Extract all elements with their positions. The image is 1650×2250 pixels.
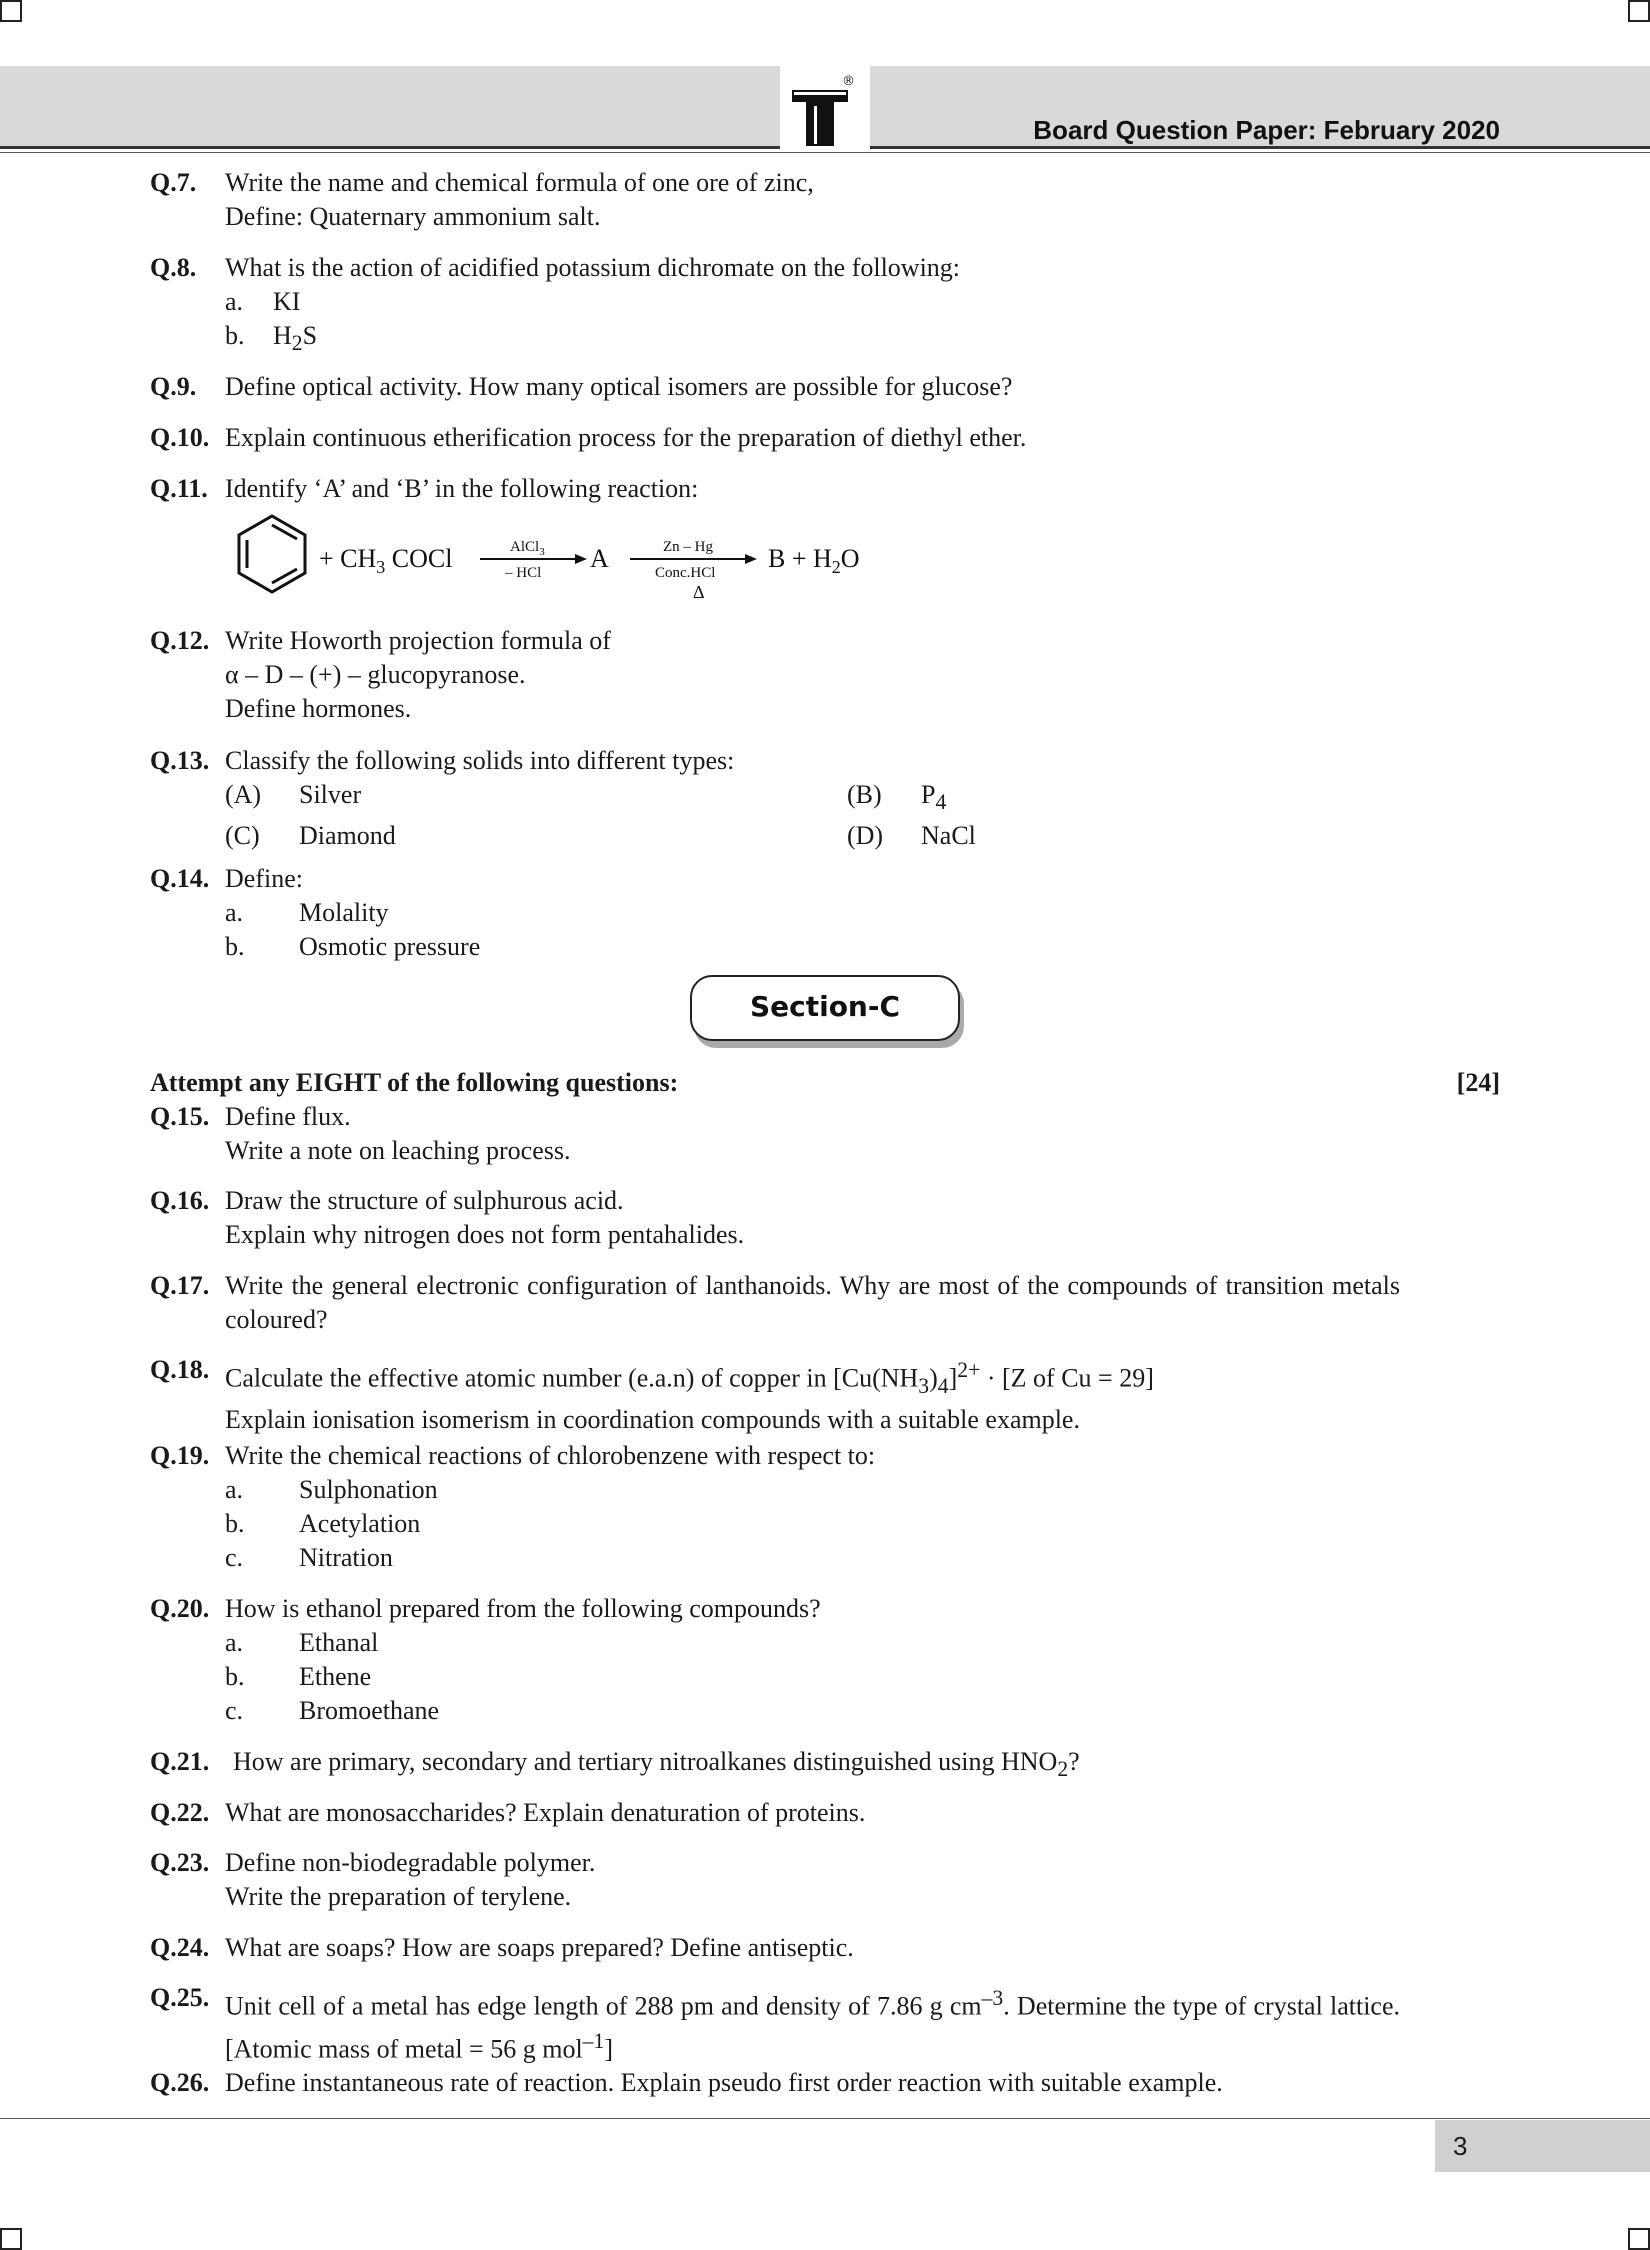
corner-mark-bottom-right: [1628, 2228, 1650, 2250]
question-text: What is the action of acidified potassium dichromate on the following:: [225, 253, 961, 282]
question-text: Define flux.: [225, 1102, 351, 1131]
option-row: [225, 819, 1400, 853]
option-b: [225, 319, 1400, 360]
question-16: [150, 1184, 1400, 1252]
corner-mark-top-left: [0, 0, 22, 22]
question-25: [150, 1981, 1400, 2066]
question-number: Q.12.: [150, 626, 210, 655]
question-number: Q.15.: [150, 1102, 210, 1131]
benzene-ring-icon: [239, 516, 305, 592]
option-b: (B) $P_4$: [847, 780, 947, 815]
section-c-badge: Section-C: [690, 975, 960, 1041]
logo-t-icon: [780, 66, 870, 152]
question-text: Draw the structure of sulphurous acid.: [225, 1186, 624, 1215]
question-number: Q.14.: [150, 864, 210, 893]
reactant-text: + $CH_3$ COCl: [319, 544, 453, 577]
question-text: Write the chemical reactions of chlorobenzene with respect to:: [225, 1441, 876, 1470]
arrow-head-icon: [745, 554, 757, 564]
arrow1-reagent: AlCl$_3$: [510, 539, 545, 558]
question-text: How are primary, secondary and tertiary nitroalkanes distinguished using $HNO_2$?: [233, 1747, 1080, 1782]
option-label: a.: [225, 287, 244, 316]
question-number: Q.19.: [150, 1441, 210, 1470]
question-14: [150, 862, 1400, 964]
question-number: Q.13.: [150, 746, 210, 775]
question-number: Q.10.: [150, 423, 210, 452]
footer-rule: [0, 2118, 1650, 2119]
corner-mark-bottom-left: [0, 2228, 22, 2250]
reaction-scheme: [235, 510, 915, 610]
question-text: What are soaps? How are soaps prepared? Define antiseptic.: [225, 1933, 854, 1962]
question-10: [150, 421, 1400, 455]
question-text: How is ethanol prepared from the following compounds?: [225, 1594, 821, 1623]
option-c: (C) Diamond: [225, 821, 396, 851]
arrow1-byproduct: – HCl: [505, 565, 542, 581]
section-instruction: Attempt any EIGHT of the following questions: [24]: [150, 1066, 1500, 1100]
arrow2-conditions: Conc.HCl: [655, 565, 716, 581]
publisher-logo: [780, 66, 870, 152]
option-a: [225, 285, 1400, 319]
question-7: [150, 166, 1400, 234]
question-9: [150, 370, 1400, 404]
option-a: a. Sulphonation: [225, 1475, 438, 1504]
question-number: Q.11.: [150, 474, 208, 503]
question-15: [150, 1100, 1400, 1168]
option-label: b.: [225, 321, 245, 350]
question-23: [150, 1846, 1400, 1914]
option-a: (A) Silver: [225, 780, 362, 809]
section-marks: [24]: [1456, 1068, 1500, 1097]
question-number: Q.20.: [150, 1594, 210, 1623]
question-text: Calculate the effective atomic number (e.a.n) of copper in $[Cu(NH_3)_4]^{2+} \cdot [Z$ of Cu = 29]: [225, 1358, 1154, 1398]
heat-symbol: Δ: [693, 582, 705, 602]
question-text: Write the general electronic configuration of lanthanoids. Why are most of the compounds of transition metals coloured?: [225, 1271, 1400, 1334]
question-text: What are monosaccharides? Explain denaturation of proteins.: [225, 1798, 866, 1827]
question-number: Q.7.: [150, 168, 197, 197]
question-17: [150, 1269, 1400, 1337]
question-number: Q.9.: [150, 372, 197, 401]
question-8: [150, 251, 1400, 360]
question-text: Explain continuous etherification process for the preparation of diethyl ether.: [225, 423, 1027, 452]
header-title: Board Question Paper: February 2020: [1033, 115, 1500, 145]
option-d: (D) NaCl: [847, 821, 976, 851]
question-number: Q.24.: [150, 1933, 210, 1962]
question-number: Q.25.: [150, 1983, 210, 2012]
question-number: Q.8.: [150, 253, 197, 282]
question-text: Write the name and chemical formula of one ore of zinc,: [225, 168, 814, 197]
product-b: $B + H_2O$: [768, 544, 860, 577]
option-text: KI: [273, 287, 301, 316]
question-number: Q.21.: [150, 1747, 210, 1776]
question-number: Q.23.: [150, 1848, 210, 1877]
question-text: Write the preparation of terylene.: [225, 1882, 572, 1911]
question-11: [150, 472, 1400, 506]
question-21: [150, 1745, 1400, 1786]
product-a: A: [590, 544, 609, 573]
question-number: Q.18.: [150, 1355, 210, 1384]
question-number: Q.26.: [150, 2068, 210, 2097]
question-text: α – D – (+) – glucopyranose.: [225, 660, 526, 689]
question-24: [150, 1931, 1400, 1965]
question-text: Unit cell of a metal has edge length of 288 pm and density of 7.86 g $cm^{-3}$. Determine the type of crystal lattice. [Atomic mass of metal = 56 g mol$^{-1}$]: [225, 1986, 1400, 2064]
header-rule-thin: [0, 152, 1650, 153]
question-text: Identify ‘A’ and ‘B’ in the following reaction:: [225, 474, 699, 503]
question-text: Define non-biodegradable polymer.: [225, 1848, 596, 1877]
option-b: b. Osmotic pressure: [225, 932, 481, 961]
question-text: Define hormones.: [225, 694, 412, 723]
question-26: [150, 2066, 1400, 2100]
question-text: Write a note on leaching process.: [225, 1136, 571, 1165]
question-number: Q.17.: [150, 1271, 210, 1300]
option-c: c. Nitration: [225, 1543, 393, 1572]
option-row: [225, 778, 1400, 819]
question-13: [150, 744, 1400, 853]
question-text: Define optical activity. How many optical isomers are possible for glucose?: [225, 372, 1013, 401]
option-c: c. Bromoethane: [225, 1696, 440, 1725]
question-text: Explain why nitrogen does not form pentahalides.: [225, 1220, 745, 1249]
option-a: a. Molality: [225, 898, 389, 927]
option-text: $H_2S$: [273, 321, 318, 356]
question-20: [150, 1592, 1400, 1728]
question-12: [150, 624, 1400, 726]
question-text: Define instantaneous rate of reaction. Explain pseudo first order reaction with suitable example.: [225, 2068, 1223, 2097]
question-22: [150, 1796, 1400, 1830]
question-number: Q.22.: [150, 1798, 210, 1827]
option-a: a. Ethanal: [225, 1628, 379, 1657]
question-text: Define: Quaternary ammonium salt.: [225, 202, 601, 231]
registered-mark: ®: [842, 74, 855, 89]
question-text: Classify the following solids into different types:: [225, 746, 735, 775]
question-number: Q.16.: [150, 1186, 210, 1215]
arrow-head-icon: [575, 554, 587, 564]
page-number: 3: [1435, 2120, 1650, 2172]
question-text: Define:: [225, 864, 303, 893]
question-text: Explain ionisation isomerism in coordination compounds with a suitable example.: [225, 1404, 1080, 1434]
corner-mark-top-right: [1628, 0, 1650, 22]
option-b: b. Acetylation: [225, 1509, 421, 1538]
arrow2-reagent: Zn – Hg: [663, 539, 713, 555]
option-b: b. Ethene: [225, 1662, 372, 1691]
question-19: [150, 1439, 1400, 1575]
question-18: [150, 1353, 1400, 1437]
question-text: Write Howorth projection formula of: [225, 626, 611, 655]
